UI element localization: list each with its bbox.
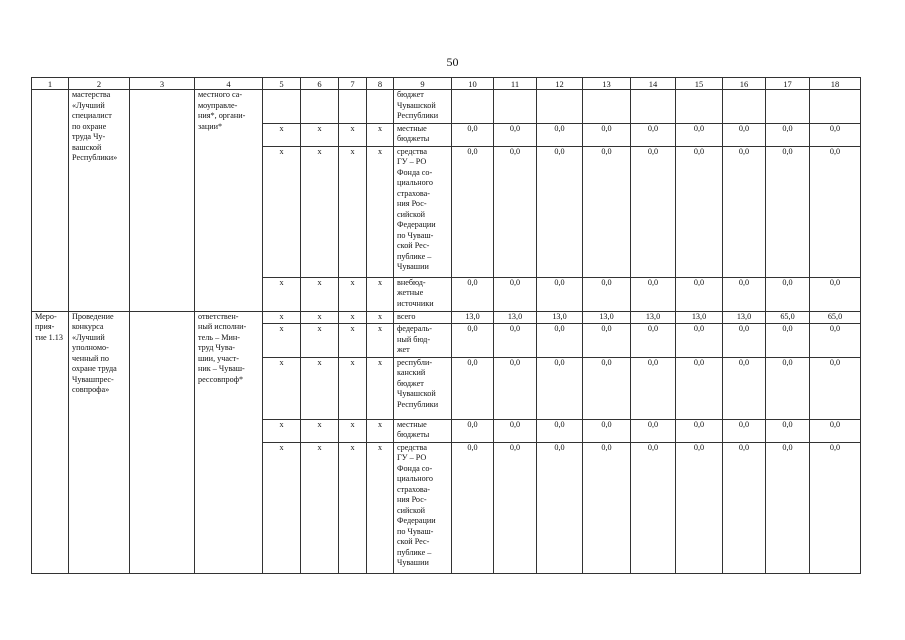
value-cell: 0,0 [766,277,810,311]
value-cell: 0,0 [810,146,861,277]
value-cell: 0,0 [494,123,537,146]
value-cell: 0,0 [452,277,494,311]
block1-col3 [130,90,195,312]
marker-cell: x [367,146,394,277]
value-cell: 0,0 [810,123,861,146]
value-cell: 0,0 [494,324,537,358]
marker-cell: x [301,277,339,311]
value-cell [723,90,766,124]
value-cell: 13,0 [723,311,766,324]
value-cell [452,90,494,124]
value-cell: 0,0 [810,442,861,573]
marker-cell: x [263,123,301,146]
value-cell: 0,0 [452,123,494,146]
funding-source: республи- канский бюджет Чувашской Республики [394,357,452,419]
value-cell: 0,0 [723,146,766,277]
column-number: 2 [69,78,130,90]
funding-source: местные бюджеты [394,123,452,146]
value-cell: 0,0 [494,419,537,442]
column-number: 5 [263,78,301,90]
value-cell: 0,0 [452,419,494,442]
marker-cell: x [339,277,367,311]
value-cell: 65,0 [810,311,861,324]
funding-source: федераль- ный бюд- жет [394,324,452,358]
value-cell: 0,0 [766,123,810,146]
column-number: 18 [810,78,861,90]
marker-cell: x [367,419,394,442]
value-cell: 0,0 [631,277,676,311]
value-cell: 0,0 [723,123,766,146]
value-cell: 0,0 [676,419,723,442]
column-number: 12 [537,78,583,90]
marker-cell [301,90,339,124]
value-cell: 0,0 [810,419,861,442]
marker-cell: x [339,357,367,419]
value-cell: 0,0 [766,357,810,419]
funding-source: бюджет Чувашской Республики [394,90,452,124]
value-cell: 0,0 [676,442,723,573]
column-number: 14 [631,78,676,90]
value-cell [583,90,631,124]
marker-cell: x [301,146,339,277]
value-cell: 0,0 [723,277,766,311]
column-number: 11 [494,78,537,90]
value-cell: 0,0 [723,324,766,358]
value-cell: 0,0 [631,357,676,419]
value-cell: 0,0 [494,277,537,311]
marker-cell: x [367,324,394,358]
value-cell: 0,0 [494,442,537,573]
value-cell: 0,0 [676,146,723,277]
marker-cell: x [301,311,339,324]
marker-cell: x [367,311,394,324]
value-cell: 0,0 [676,357,723,419]
value-cell: 0,0 [631,123,676,146]
value-cell: 0,0 [452,146,494,277]
block2-col3 [130,311,195,573]
value-cell: 0,0 [631,419,676,442]
marker-cell: x [339,311,367,324]
value-cell: 0,0 [766,419,810,442]
marker-cell: x [301,357,339,419]
value-cell: 0,0 [723,357,766,419]
value-cell: 13,0 [452,311,494,324]
value-cell: 0,0 [766,442,810,573]
marker-cell [263,90,301,124]
value-cell: 0,0 [583,324,631,358]
block1-col1 [32,90,69,312]
marker-cell: x [263,324,301,358]
column-number: 10 [452,78,494,90]
marker-cell: x [263,357,301,419]
value-cell: 65,0 [766,311,810,324]
marker-cell: x [301,324,339,358]
column-number: 16 [723,78,766,90]
value-cell: 0,0 [631,146,676,277]
value-cell: 13,0 [494,311,537,324]
value-cell: 0,0 [537,442,583,573]
value-cell: 0,0 [766,324,810,358]
value-cell: 13,0 [676,311,723,324]
marker-cell: x [301,123,339,146]
value-cell: 0,0 [810,357,861,419]
column-number: 8 [367,78,394,90]
value-cell: 13,0 [583,311,631,324]
marker-cell: x [367,357,394,419]
column-number: 3 [130,78,195,90]
block2-col2: Проведение конкурса «Лучший уполномо- ченный по охране труда Чувашпрес- совпрофа» [69,311,130,573]
page-number: 50 [446,55,459,69]
value-cell: 0,0 [583,146,631,277]
value-cell: 0,0 [583,442,631,573]
block1-col4: местного са- моуправле- ния*, органи- зации* [195,90,263,312]
table-row [32,90,861,124]
marker-cell: x [263,146,301,277]
marker-cell [339,90,367,124]
value-cell: 0,0 [537,324,583,358]
marker-cell: x [301,419,339,442]
marker-cell: x [339,324,367,358]
value-cell: 0,0 [631,324,676,358]
value-cell [537,90,583,124]
column-number: 13 [583,78,631,90]
value-cell: 13,0 [537,311,583,324]
value-cell: 0,0 [583,277,631,311]
column-number: 9 [394,78,452,90]
value-cell: 0,0 [631,442,676,573]
value-cell: 0,0 [452,357,494,419]
value-cell [631,90,676,124]
marker-cell: x [263,442,301,573]
marker-cell: x [339,419,367,442]
column-number: 1 [32,78,69,90]
funding-source: местные бюджеты [394,419,452,442]
marker-cell: x [339,146,367,277]
table-row [32,311,861,324]
value-cell: 0,0 [537,146,583,277]
value-cell: 13,0 [631,311,676,324]
marker-cell: x [263,419,301,442]
value-cell: 0,0 [494,146,537,277]
marker-cell: x [339,123,367,146]
funding-source: средства ГУ – РО Фонда со- циального страхова- ния Рос- сийской Федерации по Чуваш- ской Рес- публике – Чувашии [394,442,452,573]
marker-cell: x [263,277,301,311]
value-cell: 0,0 [494,357,537,419]
value-cell [494,90,537,124]
column-number-row [32,78,861,90]
column-number: 6 [301,78,339,90]
value-cell: 0,0 [537,277,583,311]
column-number: 4 [195,78,263,90]
marker-cell: x [263,311,301,324]
value-cell: 0,0 [676,277,723,311]
column-number: 15 [676,78,723,90]
value-cell: 0,0 [766,146,810,277]
value-cell [676,90,723,124]
value-cell: 0,0 [810,324,861,358]
value-cell: 0,0 [723,419,766,442]
value-cell: 0,0 [452,442,494,573]
value-cell [810,90,861,124]
column-number: 7 [339,78,367,90]
marker-cell: x [367,123,394,146]
value-cell: 0,0 [583,419,631,442]
financing-table [31,77,861,574]
marker-cell [367,90,394,124]
value-cell: 0,0 [676,123,723,146]
value-cell: 0,0 [537,357,583,419]
value-cell: 0,0 [583,123,631,146]
funding-source: всего [394,311,452,324]
funding-source: внебюд- жетные источники [394,277,452,311]
value-cell: 0,0 [537,123,583,146]
block2-col4: ответствен- ный исполни- тель – Мин- труд Чува- шии, участ- ник – Чуваш- рессовпроф* [195,311,263,573]
marker-cell: x [301,442,339,573]
marker-cell: x [367,277,394,311]
value-cell [766,90,810,124]
funding-source: средства ГУ – РО Фонда со- циального страхова- ния Рос- сийской Федерации по Чуваш- ской Рес- публике – Чувашии [394,146,452,277]
value-cell: 0,0 [810,277,861,311]
block1-col2: мастерства «Лучший специалист по охране труда Чу- вашской Республики» [69,90,130,312]
value-cell: 0,0 [583,357,631,419]
marker-cell: x [367,442,394,573]
value-cell: 0,0 [537,419,583,442]
block2-col1: Меро- прия- тие 1.13 [32,311,69,573]
value-cell: 0,0 [452,324,494,358]
marker-cell: x [339,442,367,573]
value-cell: 0,0 [676,324,723,358]
value-cell: 0,0 [723,442,766,573]
column-number: 17 [766,78,810,90]
